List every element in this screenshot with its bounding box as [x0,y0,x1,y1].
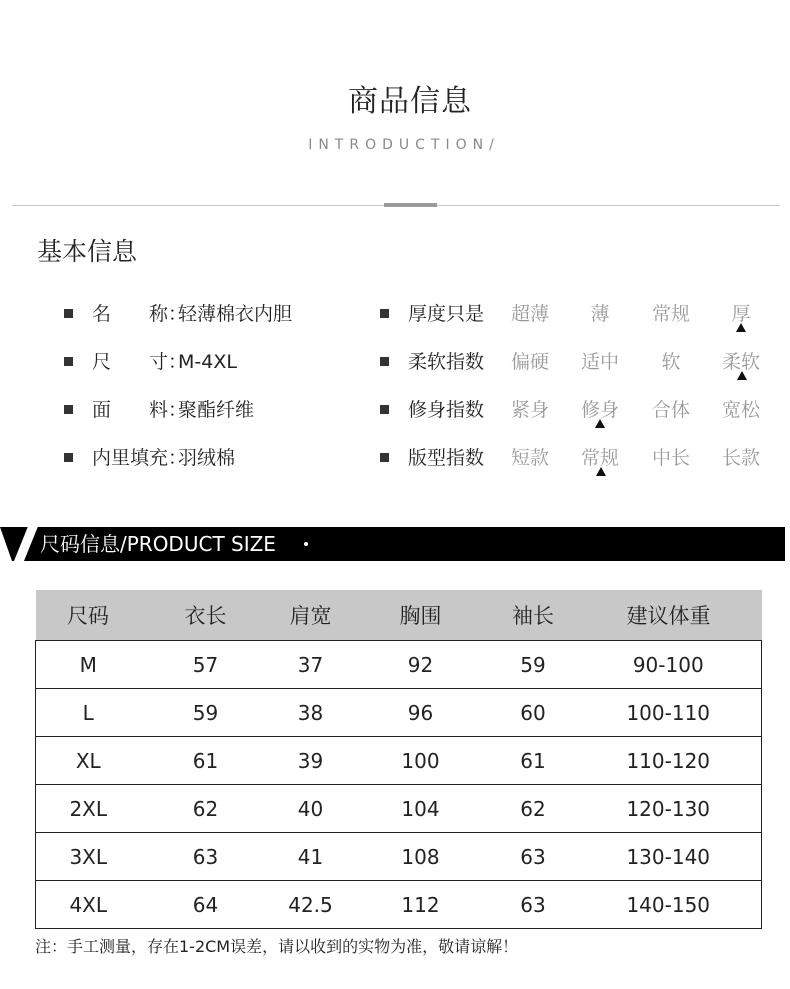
table-cell: 64 [141,881,271,929]
info-row-fabric [64,394,384,442]
rating-option: 宽松 [721,399,760,421]
table-cell: 60 [491,689,576,737]
rating-option: 柔软 [721,351,760,373]
info-value: 轻薄棉衣内胆 [178,303,293,325]
size-table [35,590,762,929]
table-cell: 61 [491,737,576,785]
table-cell: 140-150 [576,881,762,929]
info-row-size [64,346,384,394]
basic-info-left [64,298,384,490]
bullet-icon [380,453,389,462]
info-label: 名 称： [92,303,188,325]
table-cell: 62 [141,785,271,833]
table-row [36,737,762,785]
divider-accent [384,203,437,207]
table-row [36,881,762,929]
table-cell: 59 [491,641,576,689]
column-header: 胸围 [351,590,491,641]
rating-row-fit [380,394,790,442]
table-cell: 110-120 [576,737,762,785]
table-row [36,833,762,881]
rating-row-softness [380,346,790,394]
banner-stripe [14,527,38,561]
column-header: 衣长 [141,590,271,641]
rating-option: 偏硬 [510,351,549,373]
selected-marker-icon [596,467,606,476]
table-row [36,785,762,833]
table-cell: 41 [271,833,351,881]
rating-label: 修身指数 [408,399,485,421]
info-label: 尺 寸： [92,351,188,373]
table-cell: 96 [351,689,491,737]
rating-option: 超薄 [510,303,549,325]
rating-option: 常规 [651,303,690,325]
table-cell: 100 [351,737,491,785]
table-cell: 62 [491,785,576,833]
size-section-banner [0,527,785,561]
table-cell: 42.5 [271,881,351,929]
bullet-icon [380,405,389,414]
table-cell: 37 [271,641,351,689]
table-cell: M [36,641,141,689]
table-cell: XL [36,737,141,785]
table-cell: 92 [351,641,491,689]
rating-option: 厚 [731,303,751,325]
info-value: 羽绒棉 [178,447,236,469]
column-header: 尺码 [36,590,141,641]
info-row-name [64,298,384,346]
table-cell: 3XL [36,833,141,881]
table-cell: 104 [351,785,491,833]
measurement-note: 注：手工测量，存在1-2CM误差，请以收到的实物为准，敬请谅解！ [35,937,519,956]
table-cell: 112 [351,881,491,929]
bullet-icon [64,453,73,462]
table-cell: 100-110 [576,689,762,737]
info-label: 面 料： [92,399,188,421]
rating-row-thickness [380,298,790,346]
bullet-icon [64,405,73,414]
table-cell: 120-130 [576,785,762,833]
rating-option: 短款 [510,447,549,469]
banner-stripe [0,527,12,561]
basic-info-heading: 基本信息 [37,237,138,266]
page-subtitle: INTRODUCTION/ [308,137,500,153]
rating-row-length [380,442,790,490]
table-cell: L [36,689,141,737]
rating-option: 适中 [580,351,619,373]
rating-option: 紧身 [510,399,549,421]
info-value: 聚酯纤维 [178,399,255,421]
rating-option: 长款 [721,447,760,469]
column-header: 袖长 [491,590,576,641]
page-title: 商品信息 [348,84,472,119]
basic-info-right [380,298,790,490]
table-cell: 63 [491,833,576,881]
info-label: 内里填充： [92,447,188,469]
table-cell: 38 [271,689,351,737]
table-cell: 39 [271,737,351,785]
bullet-icon [64,309,73,318]
rating-option: 合体 [651,399,690,421]
selected-marker-icon [737,371,747,380]
info-row-filling [64,442,384,490]
table-cell: 130-140 [576,833,762,881]
column-header: 建议体重 [576,590,762,641]
table-row [36,689,762,737]
rating-option: 薄 [590,303,610,325]
bullet-icon [380,357,389,366]
rating-option: 常规 [580,447,619,469]
info-value: M-4XL [178,351,237,373]
rating-label: 柔软指数 [408,351,485,373]
rating-label: 厚度只是 [408,303,485,325]
table-cell: 57 [141,641,271,689]
table-cell: 4XL [36,881,141,929]
table-cell: 108 [351,833,491,881]
table-cell: 90-100 [576,641,762,689]
table-cell: 40 [271,785,351,833]
table-cell: 2XL [36,785,141,833]
column-header: 肩宽 [271,590,351,641]
rating-option: 中长 [651,447,690,469]
selected-marker-icon [736,323,746,332]
table-cell: 63 [141,833,271,881]
table-row [36,641,762,689]
bullet-icon [380,309,389,318]
rating-option: 修身 [580,399,619,421]
table-cell: 63 [491,881,576,929]
table-header-row [36,590,762,641]
selected-marker-icon [595,419,605,428]
rating-option: 软 [661,351,681,373]
table-cell: 59 [141,689,271,737]
dot-icon [304,542,308,546]
table-cell: 61 [141,737,271,785]
size-section-title: 尺码信息/PRODUCT SIZE [40,532,276,556]
rating-label: 版型指数 [408,447,485,469]
bullet-icon [64,357,73,366]
